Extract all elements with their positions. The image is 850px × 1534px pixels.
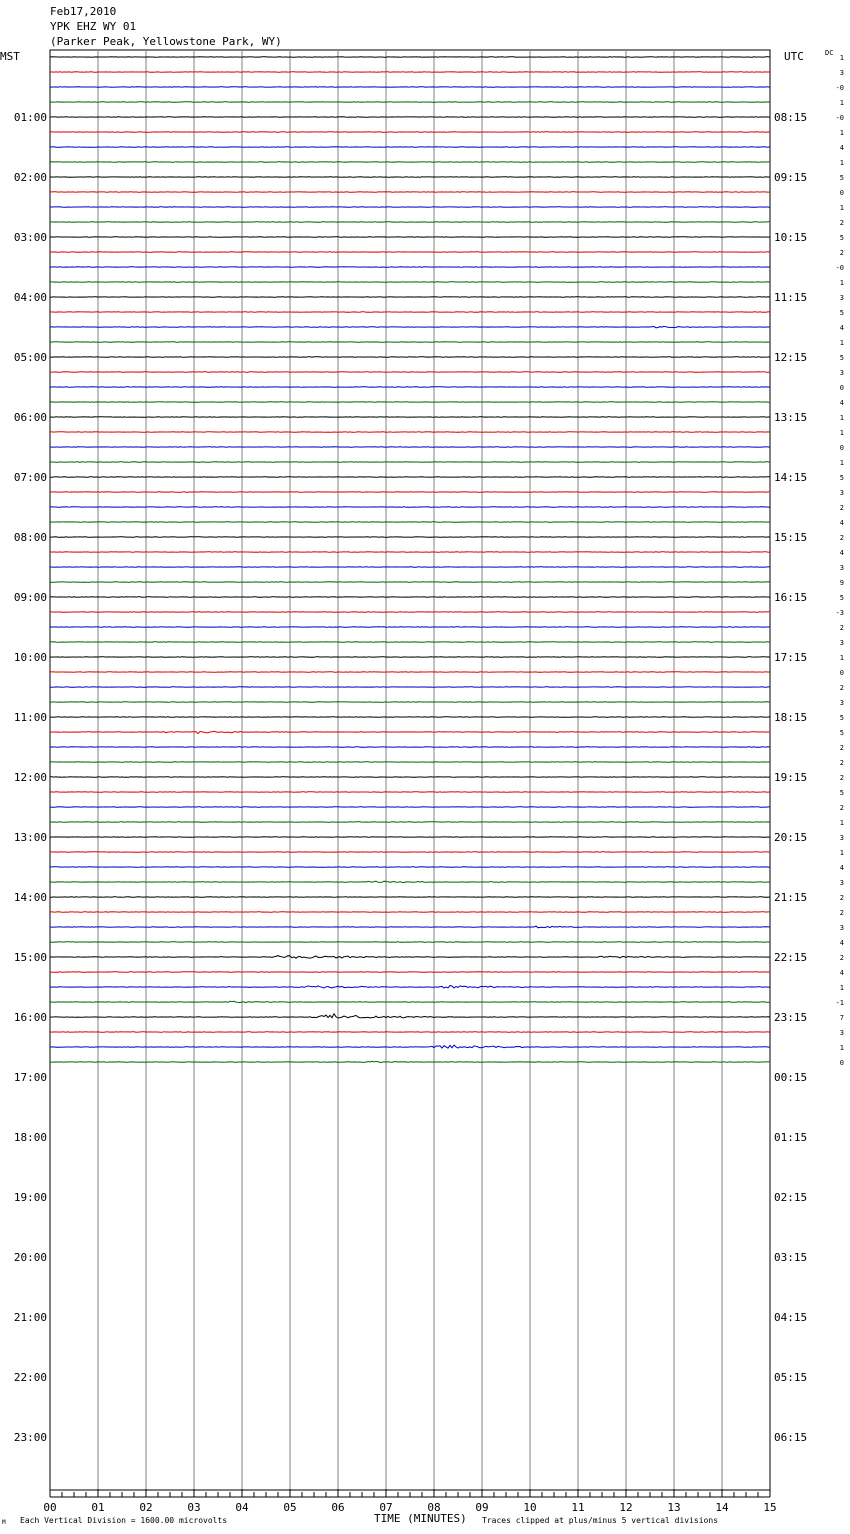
dc-offset-value: 3 (839, 879, 844, 887)
dc-offset-value: 1 (839, 429, 844, 437)
seismic-trace (50, 852, 770, 853)
seismic-trace (50, 807, 770, 808)
hour-label-utc: 12:15 (774, 351, 808, 364)
seismic-trace (50, 372, 770, 373)
dc-offset-value: 5 (839, 174, 844, 182)
hour-label-local: 13:00 (13, 831, 47, 844)
seismic-trace (50, 447, 770, 448)
seismic-trace (50, 507, 770, 508)
hour-label-local: 08:00 (13, 531, 47, 544)
hour-label-local: 03:00 (13, 231, 47, 244)
seismic-trace (50, 912, 770, 913)
dc-offset-value: -0 (835, 114, 844, 122)
time-tick-label: 06 (331, 1501, 345, 1514)
dc-offset-value: 3 (839, 834, 844, 842)
dc-offset-value: 2 (839, 894, 844, 902)
dc-offset-value: 4 (839, 549, 844, 557)
seismic-trace (50, 417, 770, 418)
hour-label-utc: 13:15 (774, 411, 808, 424)
time-tick-label: 14 (715, 1501, 729, 1514)
dc-offset-value: 5 (839, 789, 844, 797)
dc-offset-value: 0 (839, 444, 844, 452)
seismic-trace (50, 672, 770, 673)
seismic-trace (50, 312, 770, 313)
seismic-trace (50, 597, 770, 598)
seismic-trace (50, 702, 770, 703)
seismic-trace (50, 326, 770, 328)
time-tick-label: 01 (91, 1501, 105, 1514)
hour-label-local: 11:00 (13, 711, 47, 724)
dc-offset-value: 5 (839, 714, 844, 722)
seismic-trace (50, 1032, 770, 1033)
dc-offset-header: DC (825, 49, 834, 57)
dc-offset-value: -0 (835, 264, 844, 272)
seismic-trace (50, 1001, 770, 1002)
dc-offset-value: 2 (839, 504, 844, 512)
hour-label-utc: 01:15 (774, 1131, 808, 1144)
hour-label-utc: 21:15 (774, 891, 808, 904)
seismic-trace (50, 612, 770, 613)
seismic-trace (50, 237, 770, 238)
seismic-trace (50, 117, 770, 118)
hour-label-utc: 18:15 (774, 711, 808, 724)
seismic-trace (50, 192, 770, 193)
hour-label-utc: 09:15 (774, 171, 808, 184)
header-location: (Parker Peak, Yellowstone Park, WY) (50, 35, 282, 48)
hour-label-utc: 02:15 (774, 1191, 808, 1204)
dc-offset-value: 1 (839, 99, 844, 107)
dc-offset-value: 1 (839, 414, 844, 422)
dc-offset-value: 3 (839, 639, 844, 647)
seismic-trace (50, 777, 770, 778)
hour-label-local: 10:00 (13, 651, 47, 664)
dc-offset-value: 1 (839, 159, 844, 167)
seismic-trace (50, 357, 770, 358)
seismic-trace (50, 881, 770, 883)
time-tick-label: 13 (667, 1501, 681, 1514)
seismic-trace (50, 867, 770, 868)
time-tick-label: 11 (571, 1501, 585, 1514)
dc-offset-value: 1 (839, 459, 844, 467)
dc-offset-value: 5 (839, 474, 844, 482)
seismic-trace (50, 657, 770, 658)
seismic-trace (50, 552, 770, 553)
seismic-trace (50, 956, 770, 959)
dc-offset-value: 2 (839, 909, 844, 917)
time-tick-label: 15 (763, 1501, 777, 1514)
seismic-trace (50, 537, 770, 538)
dc-offset-value: 1 (839, 54, 844, 62)
seismic-trace (50, 432, 770, 433)
dc-offset-value: 0 (839, 189, 844, 197)
seismic-trace (50, 897, 770, 898)
seismic-trace (50, 717, 770, 718)
dc-offset-value: 3 (839, 564, 844, 572)
dc-offset-value: 1 (839, 654, 844, 662)
seismic-trace (50, 177, 770, 178)
hour-label-utc: 16:15 (774, 591, 808, 604)
hour-label-local: 15:00 (13, 951, 47, 964)
dc-offset-value: 0 (839, 669, 844, 677)
dc-offset-value: 3 (839, 1029, 844, 1037)
dc-offset-value: -3 (835, 609, 844, 617)
seismic-trace (50, 642, 770, 643)
seismic-trace (50, 72, 770, 73)
hour-label-local: 12:00 (13, 771, 47, 784)
time-tick-label: 12 (619, 1501, 633, 1514)
seismic-trace (50, 462, 770, 463)
dc-offset-value: 2 (839, 219, 844, 227)
seismic-trace (50, 282, 770, 283)
dc-offset-value: 4 (839, 144, 844, 152)
dc-offset-value: 2 (839, 774, 844, 782)
seismic-trace (50, 87, 770, 88)
seismic-trace (50, 762, 770, 763)
seismic-trace (50, 822, 770, 823)
dc-offset-value: 1 (839, 1044, 844, 1052)
hour-label-utc: 10:15 (774, 231, 808, 244)
dc-offset-value: 3 (839, 369, 844, 377)
hour-label-local: 14:00 (13, 891, 47, 904)
dc-offset-value: 2 (839, 744, 844, 752)
dc-offset-value: 4 (839, 519, 844, 527)
seismic-trace (50, 582, 770, 583)
seismic-trace (50, 837, 770, 838)
hour-label-utc: 17:15 (774, 651, 808, 664)
seismic-trace (50, 402, 770, 403)
dc-offset-value: 4 (839, 939, 844, 947)
seismic-trace (50, 972, 770, 973)
hour-label-utc: 14:15 (774, 471, 808, 484)
dc-offset-value: 5 (839, 354, 844, 362)
hour-label-local: 04:00 (13, 291, 47, 304)
seismic-trace (50, 297, 770, 298)
seismic-trace (50, 627, 770, 628)
seismic-trace (50, 162, 770, 163)
hour-label-local: 01:00 (13, 111, 47, 124)
dc-offset-value: 3 (839, 489, 844, 497)
dc-offset-value: 2 (839, 804, 844, 812)
dc-offset-value: 1 (839, 984, 844, 992)
seismic-trace (50, 147, 770, 148)
time-tick-label: 10 (523, 1501, 537, 1514)
seismic-trace (50, 132, 770, 133)
hour-label-local: 20:00 (13, 1251, 47, 1264)
time-tick-label: 02 (139, 1501, 153, 1514)
time-tick-label: 05 (283, 1501, 297, 1514)
hour-label-local: 07:00 (13, 471, 47, 484)
hour-label-utc: 06:15 (774, 1431, 808, 1444)
seismic-trace (50, 342, 770, 343)
seismic-trace (50, 687, 770, 688)
hour-label-utc: 00:15 (774, 1071, 808, 1084)
hour-label-utc: 19:15 (774, 771, 808, 784)
header-station: YPK EHZ WY 01 (50, 20, 137, 33)
dc-offset-value: 5 (839, 234, 844, 242)
seismic-trace (50, 1061, 770, 1062)
hour-label-utc: 15:15 (774, 531, 808, 544)
dc-offset-value: 4 (839, 864, 844, 872)
hour-label-utc: 20:15 (774, 831, 808, 844)
scale-note: Each Vertical Division = 1600.00 microvolts (20, 1516, 228, 1525)
hour-label-utc: 22:15 (774, 951, 808, 964)
seismic-trace (50, 747, 770, 748)
hour-label-local: 05:00 (13, 351, 47, 364)
dc-offset-value: 0 (839, 384, 844, 392)
left-timezone-label: MST (0, 50, 20, 63)
hour-label-local: 18:00 (13, 1131, 47, 1144)
seismic-trace (50, 792, 770, 793)
dc-offset-value: 7 (839, 1014, 844, 1022)
dc-offset-value: 1 (839, 204, 844, 212)
dc-offset-value: 2 (839, 534, 844, 542)
time-tick-label: 03 (187, 1501, 201, 1514)
header-date: Feb17,2010 (50, 5, 117, 18)
seismic-trace (50, 222, 770, 223)
hour-label-local: 09:00 (13, 591, 47, 604)
dc-offset-value: 2 (839, 954, 844, 962)
dc-offset-value: 1 (839, 129, 844, 137)
seismic-trace (50, 477, 770, 478)
hour-label-utc: 08:15 (774, 111, 808, 124)
seismic-trace (50, 102, 770, 103)
right-timezone-label: UTC (784, 50, 804, 63)
dc-offset-value: 2 (839, 249, 844, 257)
dc-offset-value: 3 (839, 924, 844, 932)
hour-label-local: 06:00 (13, 411, 47, 424)
dc-offset-value: 1 (839, 279, 844, 287)
dc-offset-value: 2 (839, 684, 844, 692)
seismic-trace (50, 926, 770, 928)
dc-offset-value: 3 (839, 69, 844, 77)
time-tick-label: 09 (475, 1501, 489, 1514)
corner-mark: M (2, 1519, 6, 1526)
hour-label-utc: 04:15 (774, 1311, 808, 1324)
dc-offset-value: -1 (835, 999, 844, 1007)
seismic-trace (50, 986, 770, 989)
seismic-trace (50, 731, 770, 733)
time-tick-label: 07 (379, 1501, 393, 1514)
hour-label-local: 19:00 (13, 1191, 47, 1204)
hour-label-local: 17:00 (13, 1071, 47, 1084)
dc-offset-value: 0 (839, 1059, 844, 1067)
clip-note: Traces clipped at plus/minus 5 vertical divisions (482, 1516, 719, 1525)
hour-label-utc: 23:15 (774, 1011, 808, 1024)
dc-offset-value: 4 (839, 324, 844, 332)
seismic-trace (50, 252, 770, 253)
time-tick-label: 00 (43, 1501, 57, 1514)
plot-frame (50, 50, 770, 1490)
time-axis-label: TIME (MINUTES) (374, 1512, 467, 1525)
hour-label-local: 21:00 (13, 1311, 47, 1324)
hour-label-utc: 03:15 (774, 1251, 808, 1264)
dc-offset-value: 9 (839, 579, 844, 587)
time-tick-label: 08 (427, 1501, 441, 1514)
hour-label-local: 16:00 (13, 1011, 47, 1024)
seismic-trace (50, 267, 770, 268)
hour-label-local: 02:00 (13, 171, 47, 184)
dc-offset-value: 1 (839, 819, 844, 827)
dc-offset-value: 4 (839, 969, 844, 977)
hour-label-local: 23:00 (13, 1431, 47, 1444)
seismic-trace (50, 942, 770, 943)
dc-offset-value: 1 (839, 849, 844, 857)
seismic-trace (50, 387, 770, 388)
dc-offset-value: 1 (839, 339, 844, 347)
hour-label-utc: 05:15 (774, 1371, 808, 1384)
dc-offset-value: 5 (839, 309, 844, 317)
seismic-trace (50, 207, 770, 208)
dc-offset-value: 2 (839, 624, 844, 632)
seismic-trace (50, 57, 770, 58)
dc-offset-value: 4 (839, 399, 844, 407)
dc-offset-value: 5 (839, 729, 844, 737)
seismic-trace (50, 1014, 770, 1018)
hour-label-local: 22:00 (13, 1371, 47, 1384)
hour-label-utc: 11:15 (774, 291, 808, 304)
dc-offset-value: 3 (839, 294, 844, 302)
seismic-trace (50, 492, 770, 493)
seismic-trace (50, 522, 770, 523)
dc-offset-value: 2 (839, 759, 844, 767)
seismic-trace (50, 567, 770, 568)
seismic-trace (50, 1045, 770, 1048)
time-tick-label: 04 (235, 1501, 249, 1514)
dc-offset-value: 3 (839, 699, 844, 707)
dc-offset-value: 5 (839, 594, 844, 602)
dc-offset-value: -0 (835, 84, 844, 92)
